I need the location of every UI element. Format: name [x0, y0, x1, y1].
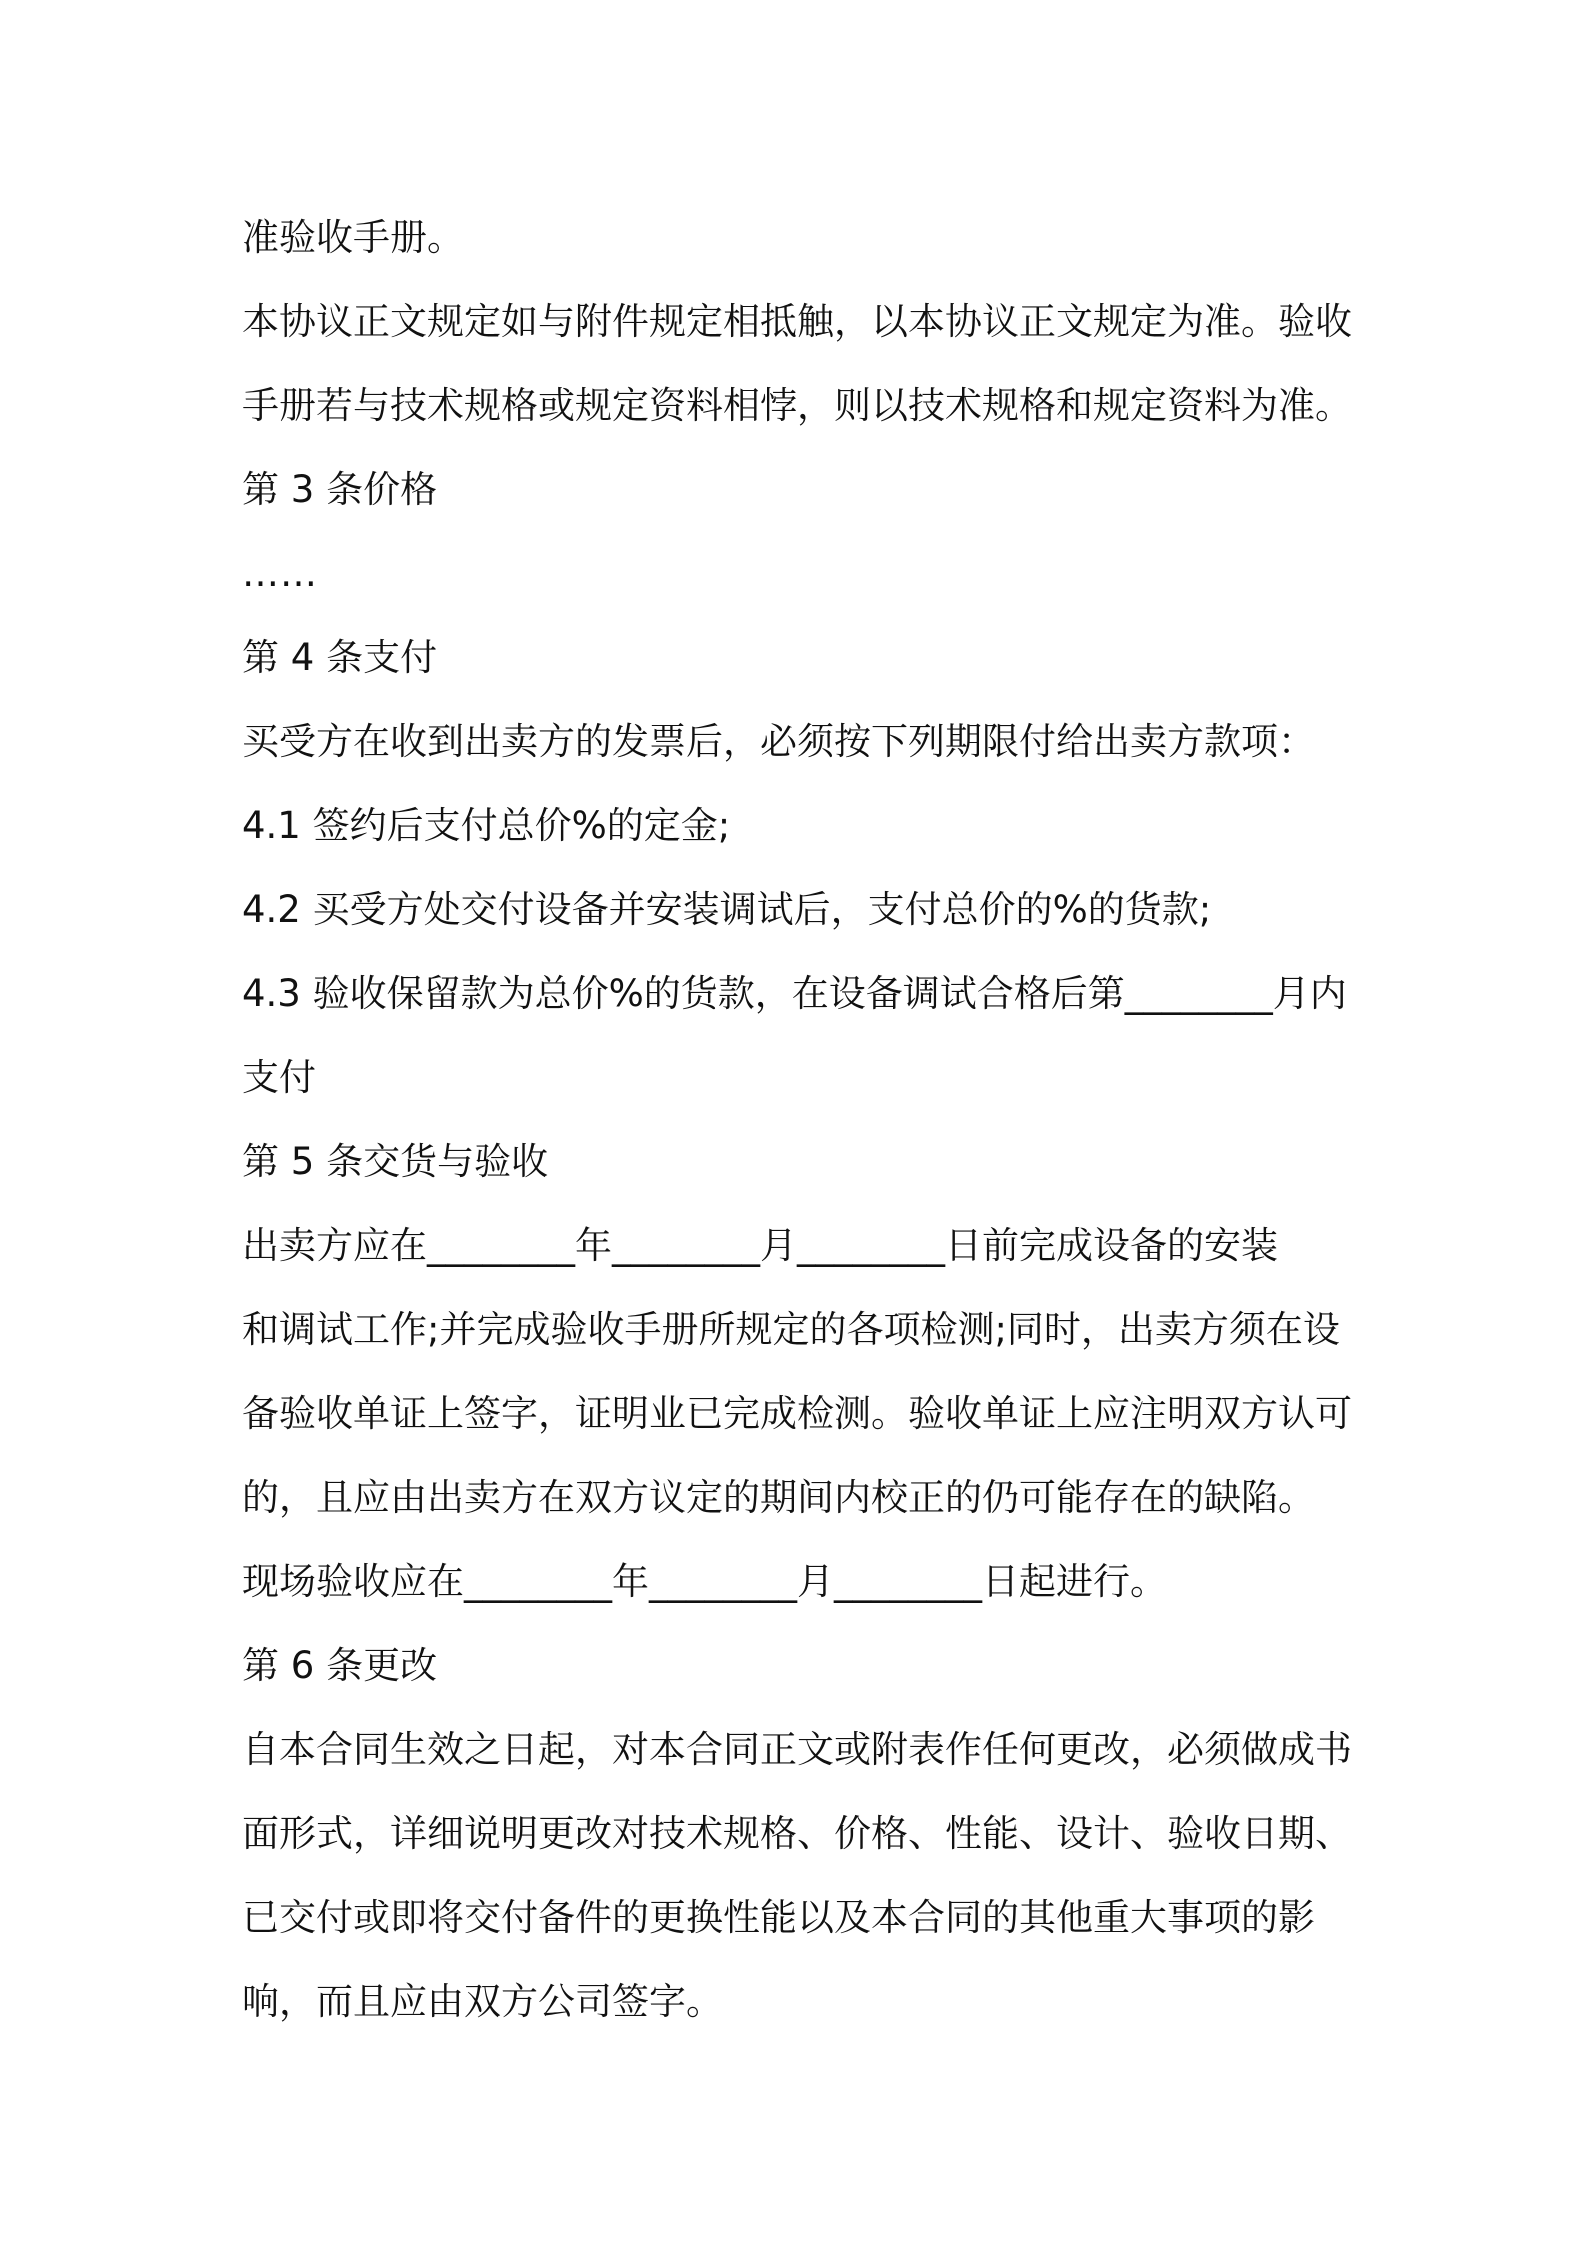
- text-line: 手册若与技术规格或规定资料相悖，则以技术规格和规定资料为准。: [242, 384, 1352, 427]
- text-line: 买受方在收到出卖方的发票后，必须按下列期限付给出卖方款项：: [242, 720, 1315, 763]
- text-line: 现场验收应在________年________月________日起进行。: [242, 1560, 1167, 1603]
- section-heading: 第 4 条支付: [242, 636, 438, 679]
- text-line: 出卖方应在________年________月________日前完成设备的安装: [242, 1224, 1278, 1267]
- text-line: 已交付或即将交付备件的更换性能以及本合同的其他重大事项的影: [242, 1896, 1315, 1939]
- text-line: 备验收单证上签字，证明业已完成检测。验收单证上应注明双方认可: [242, 1392, 1352, 1435]
- document-body: [242, 196, 1362, 2044]
- clause-item: 4.1 签约后支付总价%的定金;: [242, 804, 731, 847]
- section-heading: 第 5 条交货与验收: [242, 1140, 549, 1183]
- ellipsis-line: ……: [242, 552, 318, 595]
- text-line: 自本合同生效之日起，对本合同正文或附表作任何更改，必须做成书: [242, 1728, 1352, 1771]
- clause-item: 4.3 验收保留款为总价%的货款，在设备调试合格后第________月内: [242, 972, 1347, 1015]
- text-line: 支付: [242, 1056, 316, 1099]
- text-line: 响，而且应由双方公司签字。: [242, 1980, 723, 2023]
- text-line: 和调试工作;并完成验收手册所规定的各项检测;同时，出卖方须在设: [242, 1308, 1340, 1351]
- section-heading: 第 3 条价格: [242, 468, 438, 511]
- text-line: 面形式，详细说明更改对技术规格、价格、性能、设计、验收日期、: [242, 1812, 1352, 1855]
- text-line: 准验收手册。: [242, 216, 464, 259]
- text-line: 的，且应由出卖方在双方议定的期间内校正的仍可能存在的缺陷。: [242, 1476, 1315, 1519]
- section-heading: 第 6 条更改: [242, 1644, 438, 1687]
- clause-item: 4.2 买受方处交付设备并安装调试后，支付总价的%的货款;: [242, 888, 1212, 931]
- text-line: 本协议正文规定如与附件规定相抵触，以本协议正文规定为准。验收: [242, 300, 1352, 343]
